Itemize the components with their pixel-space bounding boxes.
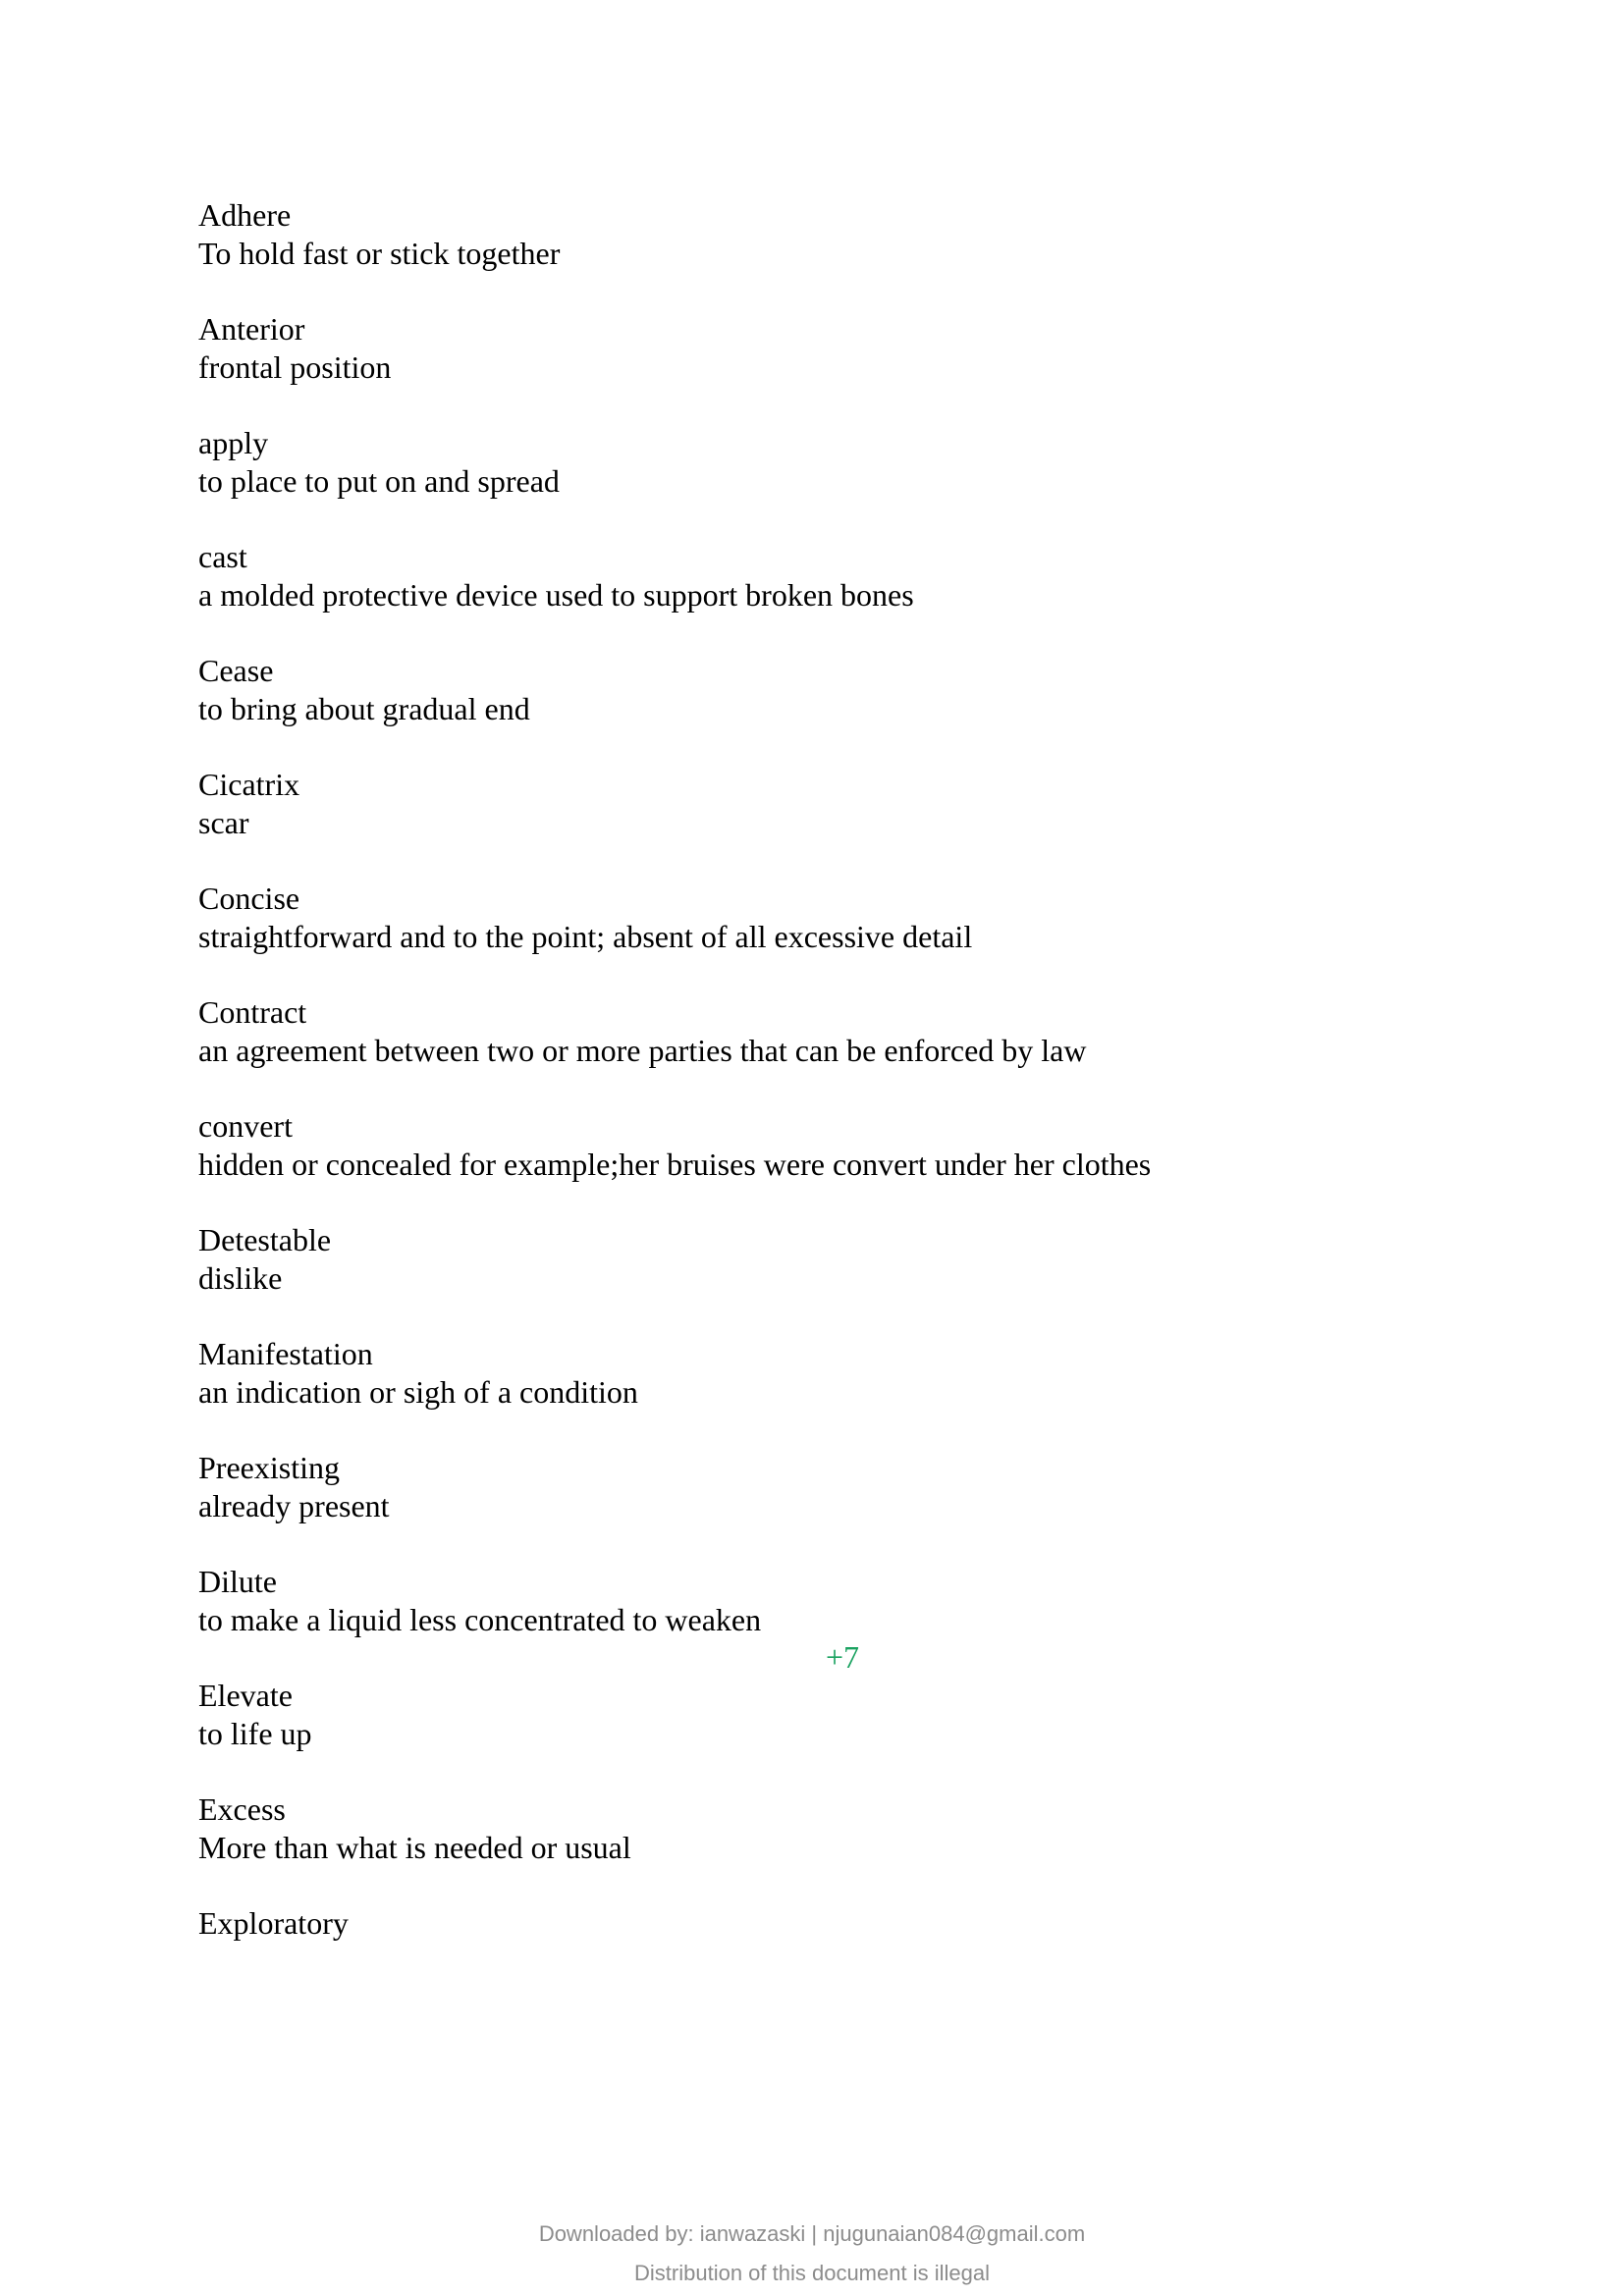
- glossary-list: [198, 196, 1475, 2018]
- entry-definition: frontal position: [198, 348, 392, 385]
- glossary-entry: [198, 1677, 1475, 1790]
- glossary-entry: [198, 538, 1475, 652]
- footer-distribution-notice: Distribution of this document is illegal: [634, 2261, 990, 2285]
- glossary-entry: [198, 766, 1475, 880]
- entry-definition: More than what is needed or usual: [198, 1829, 631, 1865]
- glossary-entry: [198, 1904, 1475, 2018]
- entry-term: Excess: [198, 1791, 286, 1827]
- entry-term: apply: [198, 425, 269, 460]
- entry-term: Anterior: [198, 311, 305, 347]
- entry-term: Preexisting: [198, 1450, 340, 1485]
- glossary-entry: [198, 196, 1475, 310]
- entry-term: Cicatrix: [198, 767, 300, 802]
- change-count-marker: +7: [826, 1639, 860, 1675]
- glossary-entry: [198, 424, 1475, 538]
- entry-definition: dislike: [198, 1259, 283, 1296]
- entry-term: Elevate: [198, 1678, 293, 1713]
- entry-definition: To hold fast or stick together: [198, 235, 561, 271]
- glossary-entry: [198, 652, 1475, 766]
- glossary-entry: [198, 880, 1475, 993]
- entry-term: cast: [198, 539, 247, 574]
- entry-definition: a molded protective device used to support broken bones: [198, 576, 914, 613]
- entry-definition: hidden or concealed for example;her bruises were convert under her clothes: [198, 1146, 1152, 1182]
- footer-downloaded-by: Downloaded by: ianwazaski | njugunaian084@gmail.com: [538, 2221, 1086, 2246]
- glossary-entry: [198, 1790, 1475, 1904]
- entry-definition: already present: [198, 1487, 390, 1523]
- glossary-entry: [198, 310, 1475, 424]
- glossary-entry: [198, 1107, 1475, 1221]
- entry-definition: to make a liquid less concentrated to weaken: [198, 1601, 762, 1637]
- glossary-entry: [198, 1449, 1475, 1563]
- entry-term: Dilute: [198, 1564, 277, 1599]
- entry-definition: an agreement between two or more parties that can be enforced by law: [198, 1032, 1087, 1068]
- entry-term: Contract: [198, 994, 307, 1030]
- entry-definition: to life up: [198, 1715, 312, 1751]
- glossary-entry: [198, 1335, 1475, 1449]
- entry-definition: an indication or sigh of a condition: [198, 1373, 638, 1410]
- glossary-entry: [198, 1221, 1475, 1335]
- entry-term: Manifestation: [198, 1336, 373, 1371]
- entry-term: Exploratory: [198, 1905, 349, 1941]
- entry-term: convert: [198, 1108, 293, 1144]
- entry-definition: straightforward and to the point; absent of all excessive detail: [198, 918, 973, 954]
- entry-term: Adhere: [198, 197, 292, 233]
- entry-definition: to bring about gradual end: [198, 690, 530, 726]
- entry-definition: scar: [198, 804, 249, 840]
- entry-term: Detestable: [198, 1222, 332, 1257]
- entry-term: Concise: [198, 881, 300, 916]
- entry-definition: to place to put on and spread: [198, 462, 560, 499]
- glossary-entry: [198, 993, 1475, 1107]
- entry-term: Cease: [198, 653, 274, 688]
